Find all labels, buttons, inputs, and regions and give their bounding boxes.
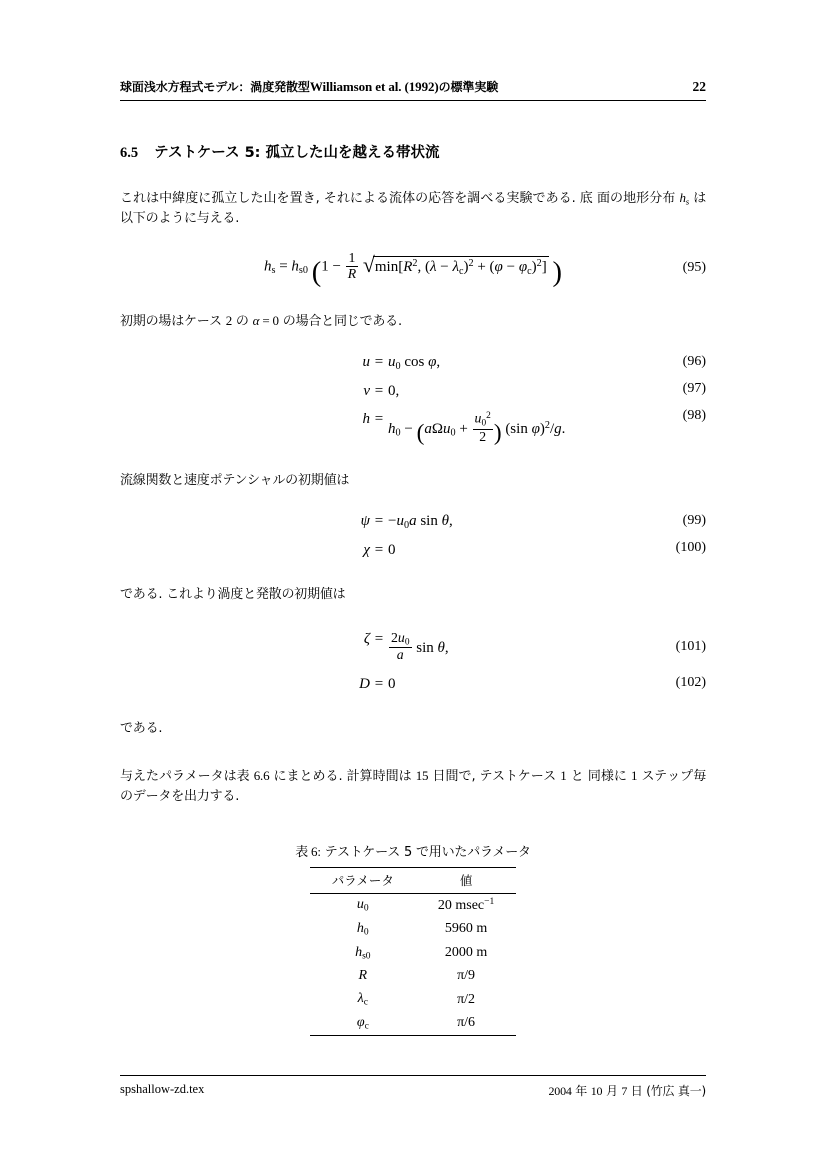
paragraph-parameters-f: ステップ毎のデータを出力する. [120, 768, 706, 804]
table-row [310, 965, 517, 988]
equation-98-tag: (98) [682, 408, 706, 424]
footer-year: 2004 [548, 1084, 572, 1098]
equation-95-tag: (95) [682, 260, 706, 276]
cell-parameter-R: R [358, 968, 368, 984]
page-number: 22 [692, 79, 706, 94]
running-head-citation: Williamson et al. (1992) [309, 79, 439, 94]
footer-author: 竹広 真一 [650, 1084, 702, 1098]
section-title: テストケース 5: 孤立した山を越える帯状流 [154, 145, 440, 161]
paragraph-vorticity: である. これより渦度と発散の初期値は [120, 586, 346, 602]
table-caption-text: テストケース 5 で用いたパラメータ [324, 844, 531, 860]
equation-group-96-98-body: u = $u_0$ cos φ, v = 0, h = $h_0 - (a\Omega u_0$ + $\frac{u_0^2}{2}$ ) (sin φ)$^2$/g. [362, 354, 566, 446]
cell-value-h0: 5960 m [444, 921, 488, 937]
running-head-title-jp-suffix: の標準実験 [438, 80, 499, 94]
equation-100-tag: (100) [675, 539, 706, 555]
equation-95-body: $h_s = h_{s0}$ (1 − $\frac{1}{R}$ √ $\min[R^2$, $(\lambda - \lambda_c)^2 + (\varphi - \varphi_c)^2$] ) [263, 250, 563, 289]
equation-group-101-102 [120, 631, 706, 694]
cell-parameter-h0: $h_0$ [356, 921, 369, 938]
cell-value-lambdac: π/2 [457, 991, 476, 1007]
paragraph-intro [120, 188, 706, 229]
cell-value-phic: π/6 [416, 1012, 516, 1036]
paragraph-parameters-a: 与えたパラメータは表 [120, 768, 254, 784]
paragraph-intro-line1: これは中緯度に孤立した山を置き, それによる流体の応答を調べる実験である. 底 [120, 191, 593, 206]
paragraph-parameters [120, 766, 706, 807]
case-number: 2 [225, 313, 232, 329]
paragraph-initial-field-c: の場合と同じである. [278, 314, 402, 330]
paragraph-intro-line3: は以下のように与える. [120, 191, 707, 227]
paragraph-parameters-e: 同様に [587, 768, 631, 784]
equation-group-96-98 [120, 354, 706, 444]
header-rule [120, 100, 706, 101]
footer-month: 10 [590, 1084, 603, 1098]
equation-96-tag: (96) [682, 354, 706, 370]
cell-parameter-u0: $u_0$ [356, 897, 369, 914]
paragraph-initial-field [120, 311, 706, 332]
running-head-title-jp: 球面浅水方程式モデル：渦度発散型 [120, 80, 310, 94]
cell-parameter-hs0: $h_{s0}$ [355, 944, 371, 962]
cell-value-u0: 20 msec$^{-1}$ [437, 897, 495, 914]
cell-parameter-lambdac: $\lambda_c$ [357, 991, 368, 1008]
equation-group-99-100-body: ψ = $-u_0a$ sin θ, χ = 0 [360, 512, 453, 558]
equation-group-96-98-tags [683, 354, 706, 424]
equation-group-101-102-tags [676, 639, 706, 691]
symbol-hs: $h_s$ [679, 190, 690, 207]
table-reference: 6.6 [253, 767, 270, 783]
equation-95 [120, 250, 706, 289]
parameter-table [310, 867, 517, 1036]
equation-101-tag: (101) [675, 638, 706, 654]
table-row [310, 941, 517, 965]
symbol-alpha-zero: α = 0 [252, 313, 279, 329]
cell-parameter-phic: $\varphi_c$ [310, 1012, 416, 1036]
equation-group-99-100-tags [676, 513, 706, 556]
output-step: 1 [631, 767, 638, 783]
running-head-title [120, 78, 683, 95]
cell-value-hs0: 2000 m [444, 945, 488, 961]
cell-value-R: π/9 [457, 968, 476, 984]
table-row [310, 918, 517, 942]
equation-102-tag: (102) [675, 674, 706, 690]
paragraph-parameters-c: 日間で, テストケース [428, 768, 561, 784]
testcase-reference: 1 [560, 767, 567, 783]
paragraph-parameters-b: にまとめる. 計算時間は [269, 768, 416, 784]
table-caption-label: 表 6: [295, 843, 321, 859]
table-caption [120, 841, 706, 860]
page-footer [120, 1075, 706, 1099]
simulation-days: 15 [415, 767, 429, 783]
table-row [310, 893, 517, 917]
parameter-table-body [310, 893, 517, 1035]
parameter-table-block [120, 841, 706, 1036]
equation-99-tag: (99) [682, 512, 706, 528]
table-row [310, 988, 517, 1012]
paragraph-streamfunction: 流線関数と速度ポテンシャルの初期値は [120, 472, 350, 488]
section-number: 6.5 [120, 145, 139, 161]
paragraph-dearu: である. [120, 721, 163, 737]
table-header-row [310, 867, 517, 893]
equation-97-tag: (97) [682, 381, 706, 397]
parameter-table-head [310, 867, 517, 893]
footer-rule [120, 1075, 706, 1076]
equation-group-99-100 [120, 513, 706, 559]
table-row [310, 1012, 517, 1036]
paragraph-initial-field-a: 初期の場はケース [120, 314, 226, 330]
column-header-value: 値 [416, 867, 516, 893]
footer-date: 2004 年 10 月 7 日 (竹広 真一) [548, 1084, 706, 1098]
footer-day: 7 [621, 1084, 628, 1098]
column-header-parameter: パラメータ [310, 867, 416, 893]
footer-filename: spshallow-zd.tex [120, 1082, 205, 1096]
equation-group-101-102-body: ζ = $\frac{2u_0}{a}$ sin θ, D = 0 [359, 629, 449, 693]
page-content [120, 78, 706, 1036]
running-head [120, 78, 706, 101]
paragraph-parameters-d: と [566, 768, 584, 784]
paragraph-initial-field-b: の [232, 314, 253, 330]
paragraph-intro-line2: 面の地形分布 [597, 191, 680, 206]
section-heading [120, 141, 706, 162]
